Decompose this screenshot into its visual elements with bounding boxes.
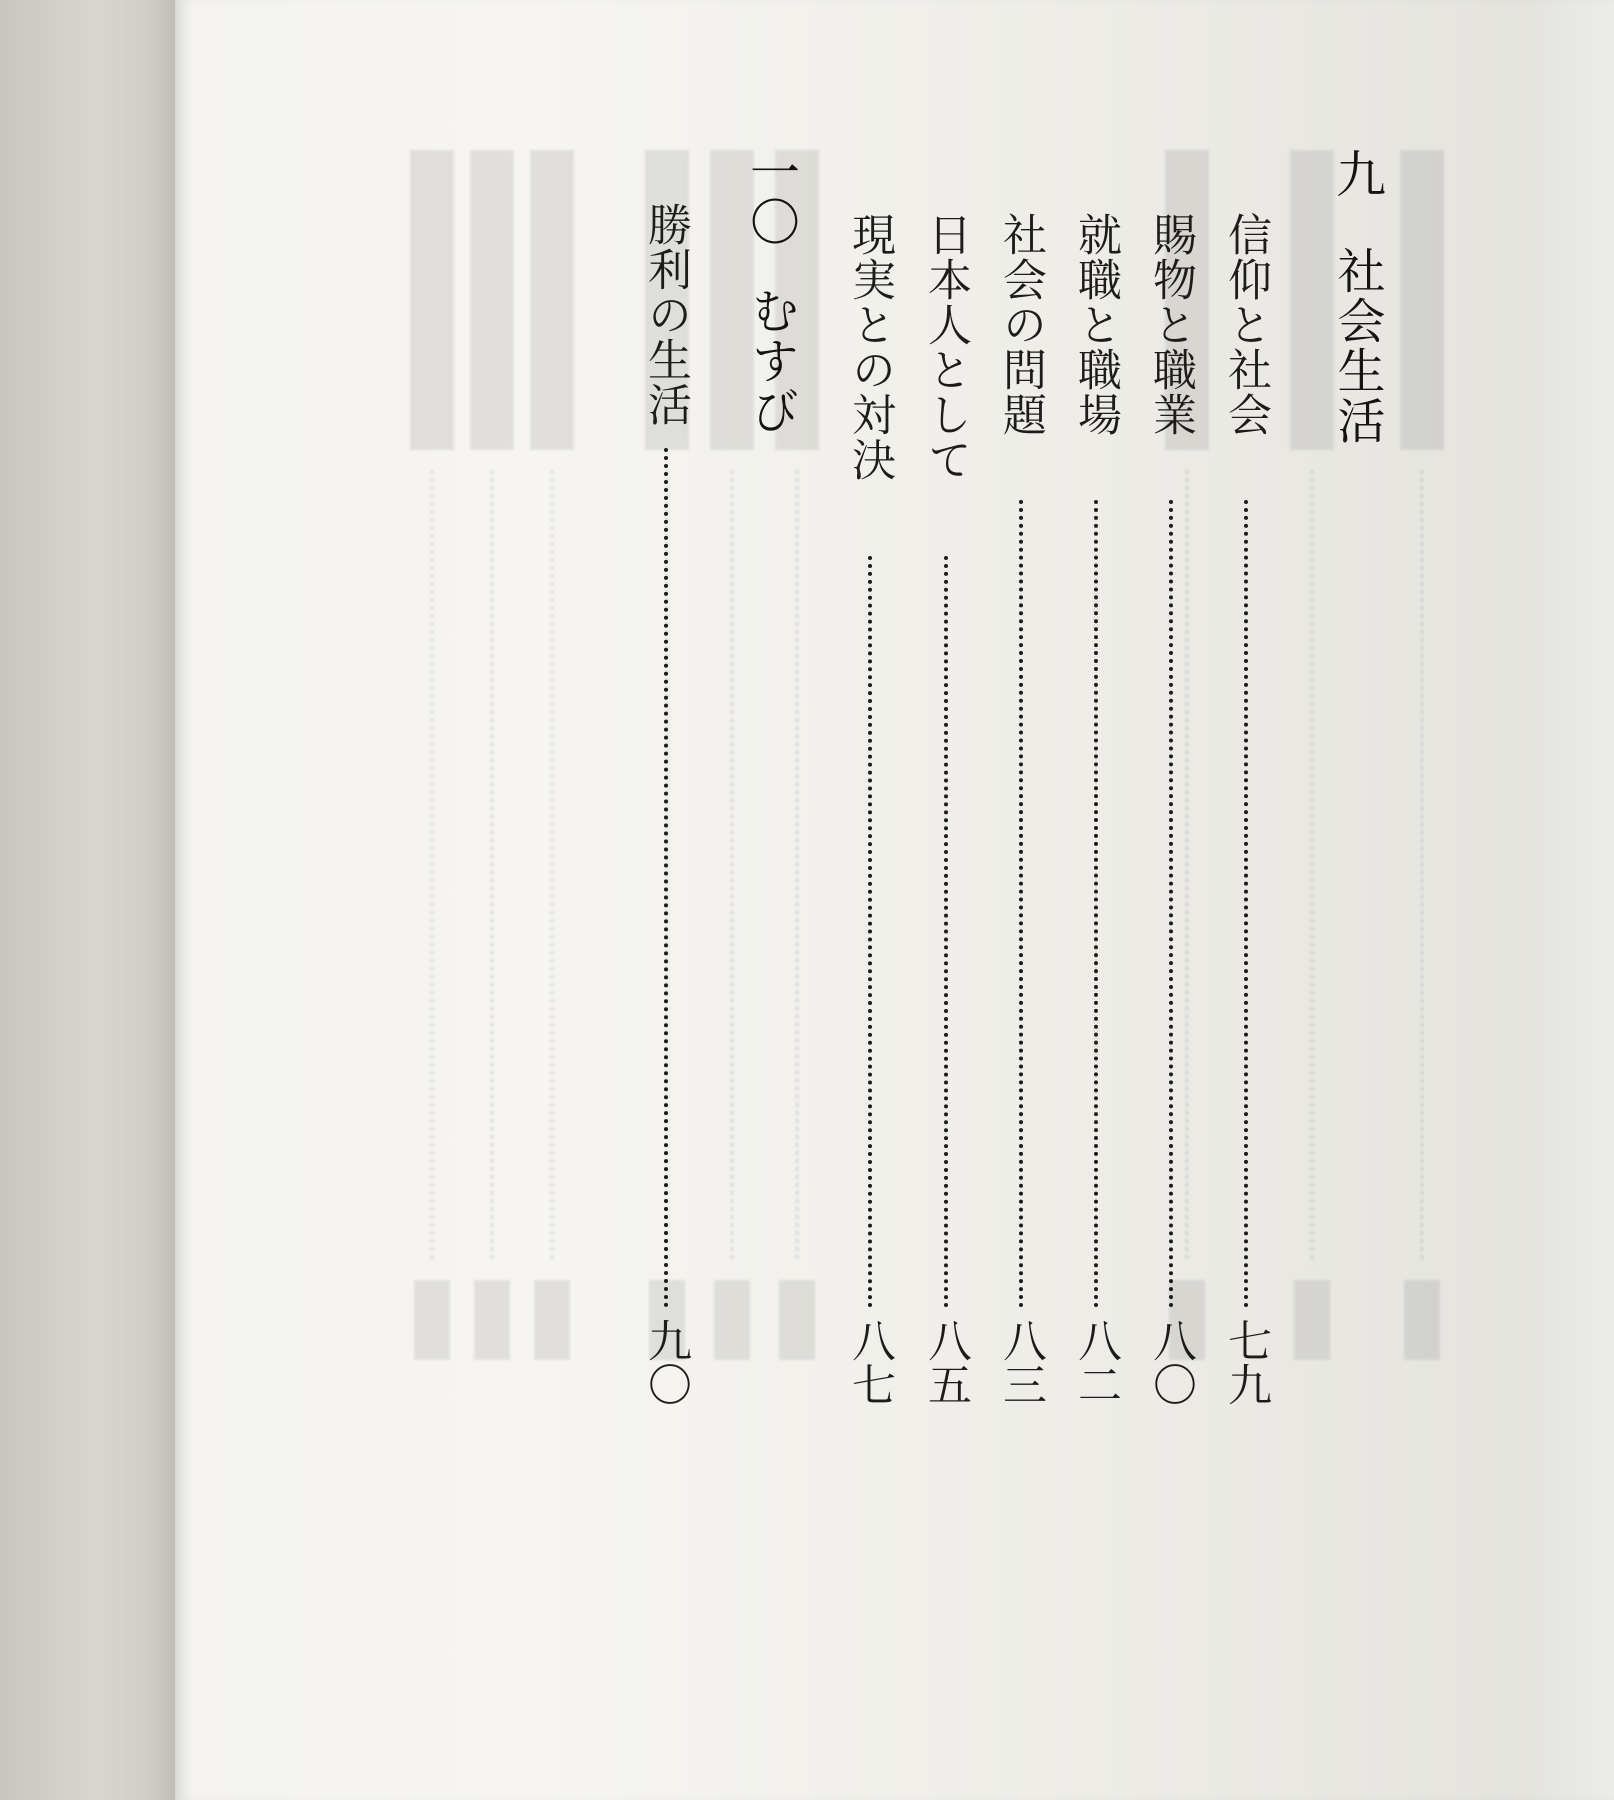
chapter-title: 社会生活 xyxy=(1329,246,1385,446)
entry-page-number: 七九 xyxy=(1220,1318,1271,1406)
entry-page-number: 九〇 xyxy=(640,1318,691,1406)
entry-title: 賜物と職業 xyxy=(1145,212,1196,437)
toc-entry[interactable] xyxy=(637,0,693,1800)
toc-entry[interactable] xyxy=(841,0,897,1800)
facing-page-edge xyxy=(0,0,175,1800)
show-through-column xyxy=(530,130,574,1360)
dot-leader xyxy=(1169,500,1173,1308)
toc-entry[interactable] xyxy=(992,0,1048,1800)
entry-title: 社会の問題 xyxy=(995,212,1046,437)
entry-title: 就職と職場 xyxy=(1070,212,1121,437)
show-through-column xyxy=(1400,130,1444,1360)
chapter-heading-9 xyxy=(1327,0,1386,1800)
chapter-number: 一〇 xyxy=(742,146,800,246)
entry-page-number: 八二 xyxy=(1070,1318,1121,1406)
dot-leader xyxy=(944,556,948,1308)
dot-leader xyxy=(1019,500,1023,1308)
entry-title: 現実との対決 xyxy=(844,212,895,482)
show-through-column xyxy=(410,130,454,1360)
toc-entry[interactable] xyxy=(1067,0,1123,1800)
show-through-column xyxy=(470,130,514,1360)
entry-title: 信仰と社会 xyxy=(1220,212,1271,437)
entry-page-number: 八七 xyxy=(844,1318,895,1406)
toc-entry[interactable] xyxy=(1217,0,1273,1800)
dot-leader xyxy=(664,448,668,1308)
light-glare xyxy=(1524,0,1614,1800)
table-of-contents-page xyxy=(175,0,1614,1800)
dot-leader xyxy=(868,556,872,1308)
dot-leader xyxy=(1244,500,1248,1308)
toc-entry[interactable] xyxy=(917,0,973,1800)
toc-entry[interactable] xyxy=(1142,0,1198,1800)
entry-title: 勝利の生活 xyxy=(640,202,691,427)
entry-page-number: 八五 xyxy=(920,1318,971,1406)
entry-title: 日本人として xyxy=(920,212,971,482)
entry-page-number: 八三 xyxy=(995,1318,1046,1406)
entry-page-number: 八〇 xyxy=(1145,1318,1196,1406)
chapter-number: 九 xyxy=(1328,148,1386,198)
chapter-title: むすび xyxy=(743,286,799,436)
dot-leader xyxy=(1094,500,1098,1308)
chapter-heading-10 xyxy=(741,0,800,1800)
